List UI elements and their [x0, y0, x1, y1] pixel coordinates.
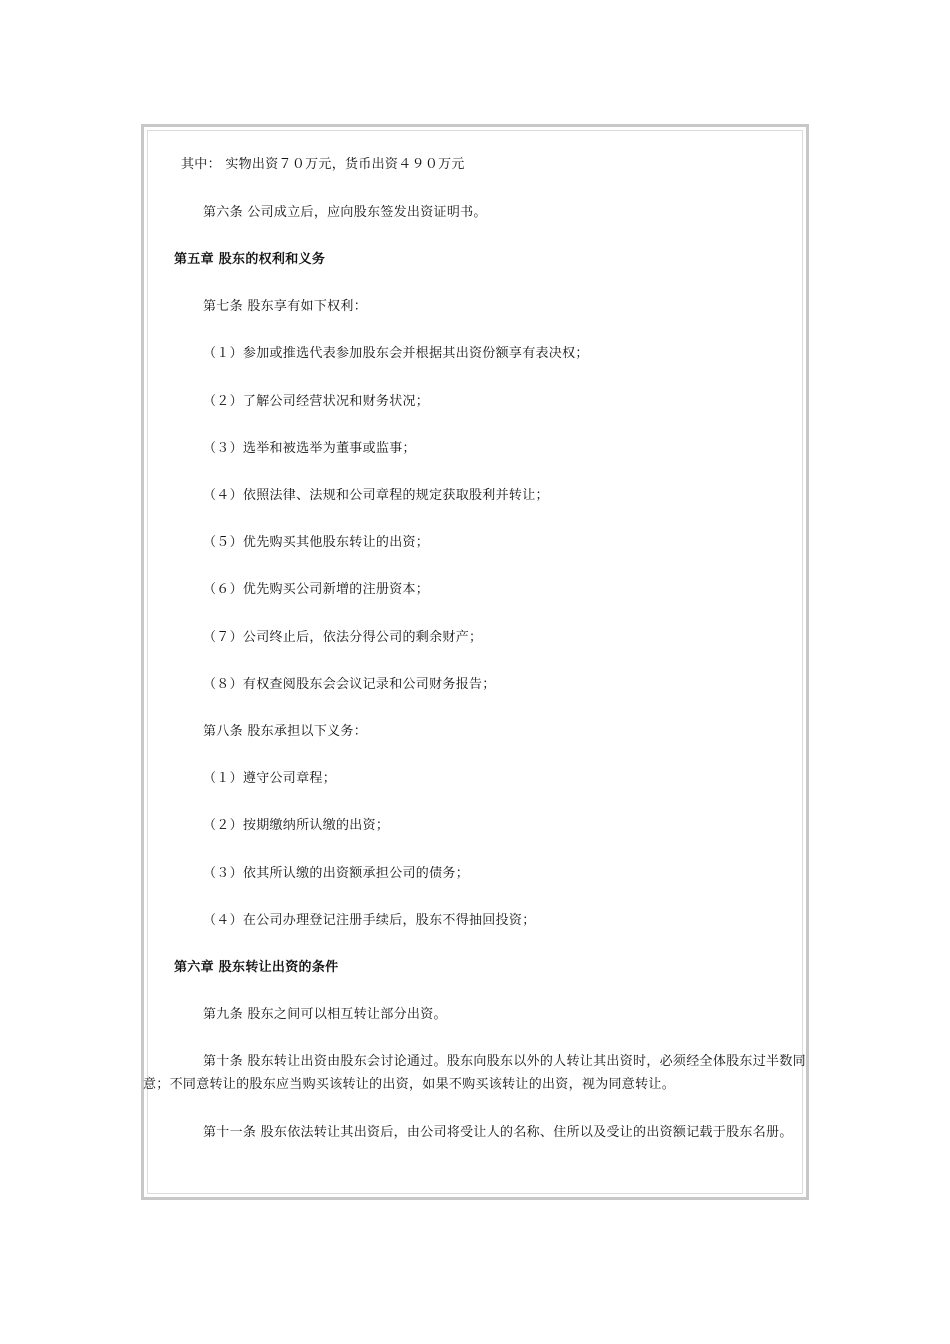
right-item-2: （２）了解公司经营状况和财务状况；	[203, 394, 430, 409]
chapter-5-heading: 第五章 股东的权利和义务	[174, 252, 326, 267]
article-9: 第九条 股东之间可以相互转让部分出资。	[203, 1007, 447, 1022]
obligation-item-2: （２）按期缴纳所认缴的出资；	[203, 818, 390, 833]
right-item-5: （５）优先购买其他股东转让的出资；	[203, 535, 430, 550]
obligation-item-3: （３）依其所认缴的出资额承担公司的债务；	[203, 866, 470, 881]
obligation-item-1: （１）遵守公司章程；	[203, 771, 337, 786]
capital-breakdown-line: 其中： 实物出资７０万元，货币出资４９０万元	[181, 157, 465, 172]
article-11: 第十一条 股东依法转让其出资后，由公司将受让人的名称、住所以及受让的出资额记载于股东名册。	[203, 1125, 793, 1140]
right-item-7: （７）公司终止后，依法分得公司的剩余财产；	[203, 630, 483, 645]
document-frame	[141, 124, 809, 1200]
right-item-1: （１）参加或推选代表参加股东会并根据其出资份额享有表决权；	[203, 346, 589, 361]
right-item-8: （８）有权查阅股东会会议记录和公司财务报告；	[203, 677, 496, 692]
right-item-6: （６）优先购买公司新增的注册资本；	[203, 582, 430, 597]
chapter-6-heading: 第六章 股东转让出资的条件	[174, 960, 339, 975]
article-7: 第七条 股东享有如下权利：	[203, 299, 368, 314]
right-item-3: （３）选举和被选举为董事或监事；	[203, 441, 416, 456]
right-item-4: （４）依照法律、法规和公司章程的规定获取股利并转让；	[203, 488, 549, 503]
article-6: 第六条 公司成立后，应向股东签发出资证明书。	[203, 205, 487, 220]
article-8: 第八条 股东承担以下义务：	[203, 724, 368, 739]
article-10: 第十条 股东转让出资由股东会讨论通过。股东向股东以外的人转让其出资时，必须经全体股东过半数同意；不同意转让的股东应当购买该转让的出资，如果不购买该转让的出资，视为同意转让。	[143, 1054, 806, 1092]
document-frame-inner-border	[147, 130, 803, 1194]
obligation-item-4: （４）在公司办理登记注册手续后，股东不得抽回投资；	[203, 913, 536, 928]
